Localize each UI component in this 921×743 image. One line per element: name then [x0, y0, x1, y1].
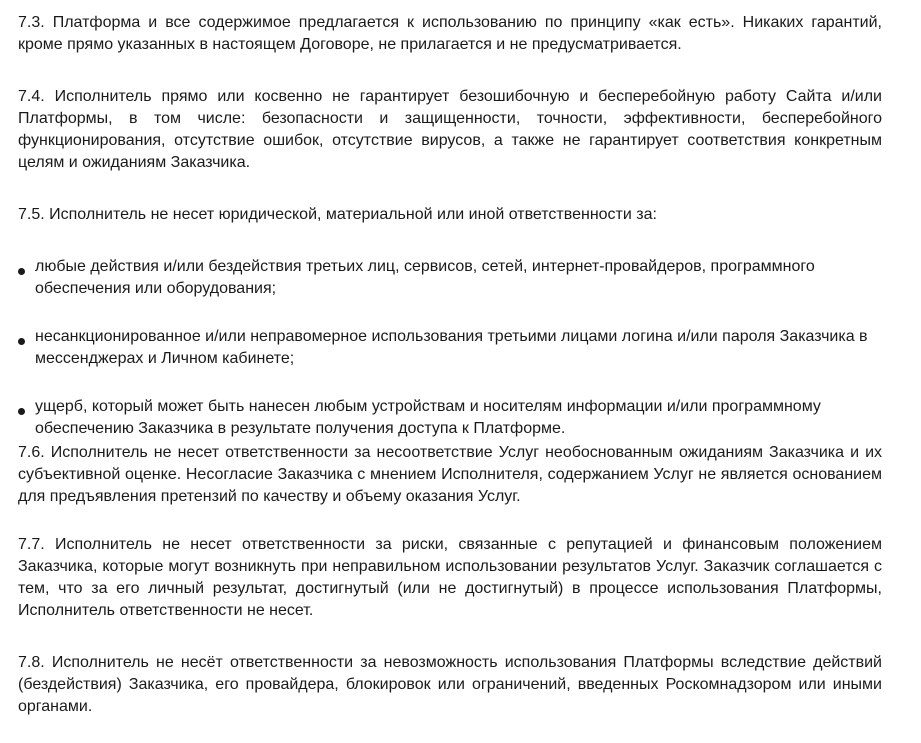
clause-7-3: 7.3. Платформа и все содержимое предлагается к использованию по принципу «как есть». Никаких гарантий, кроме прямо указанных в настоящем Договоре, не прилагается и не предусматривается.	[18, 14, 882, 53]
list-item-text: любые действия и/или бездействия третьих лиц, сервисов, сетей, интернет-провайдеров, программного обеспечения или оборудования;	[35, 258, 815, 297]
list-item-text: несанкционированное и/или неправомерное использования третьими лицами логина и/или пароля Заказчика в мессенджерах и Личном кабинете;	[35, 328, 868, 367]
list-item-text: ущерб, который может быть нанесен любым устройствам и носителям информации и/или программному обеспечению Заказчика в результате получения доступа к Платформе.	[35, 398, 821, 437]
list-item	[18, 396, 882, 440]
clause-7-6: 7.6. Исполнитель не несет ответственности за несоответствие Услуг необоснованным ожиданиям Заказчика и их субъективной оценке. Несогласие Заказчика с мнением Исполнителя, содержанием Услуг не является основанием для предъявления претензий по качеству и объему оказания Услуг.	[18, 444, 882, 505]
clause-7-8: 7.8. Исполнитель не несёт ответственности за невозможность использования Платформы вследствие действий (бездействия) Заказчика, его провайдера, блокировок или ограничений, введенных Роскомнадзором или иными органами.	[18, 654, 882, 715]
clause-7-7: 7.7. Исполнитель не несет ответственности за риски, связанные с репутацией и финансовым положением Заказчика, которые могут возникнуть при неправильном использовании результатов Услуг. Заказчик соглашается с тем, что за его личный результат, достигнутый (или не достигнутый) в процессе использования Платформы, Исполнитель ответственности не несет.	[18, 536, 882, 619]
clause-7-4: 7.4. Исполнитель прямо или косвенно не гарантирует безошибочную и бесперебойную работу Сайта и/или Платформы, в том числе: безопасности и защищенности, точности, эффективности, бесперебойного функционирования, отсутствие ошибок, отсутствие вирусов, а также не гарантирует соответствия конкретным целям и ожиданиям Заказчика.	[18, 88, 882, 171]
bullet-icon	[18, 408, 25, 415]
list-item	[18, 256, 882, 300]
liability-list	[18, 256, 882, 440]
clause-7-5: 7.5. Исполнитель не несет юридической, материальной или иной ответственности за:	[18, 206, 657, 223]
list-item	[18, 326, 882, 370]
document-body	[18, 12, 882, 718]
bullet-icon	[18, 338, 25, 345]
bullet-icon	[18, 268, 25, 275]
